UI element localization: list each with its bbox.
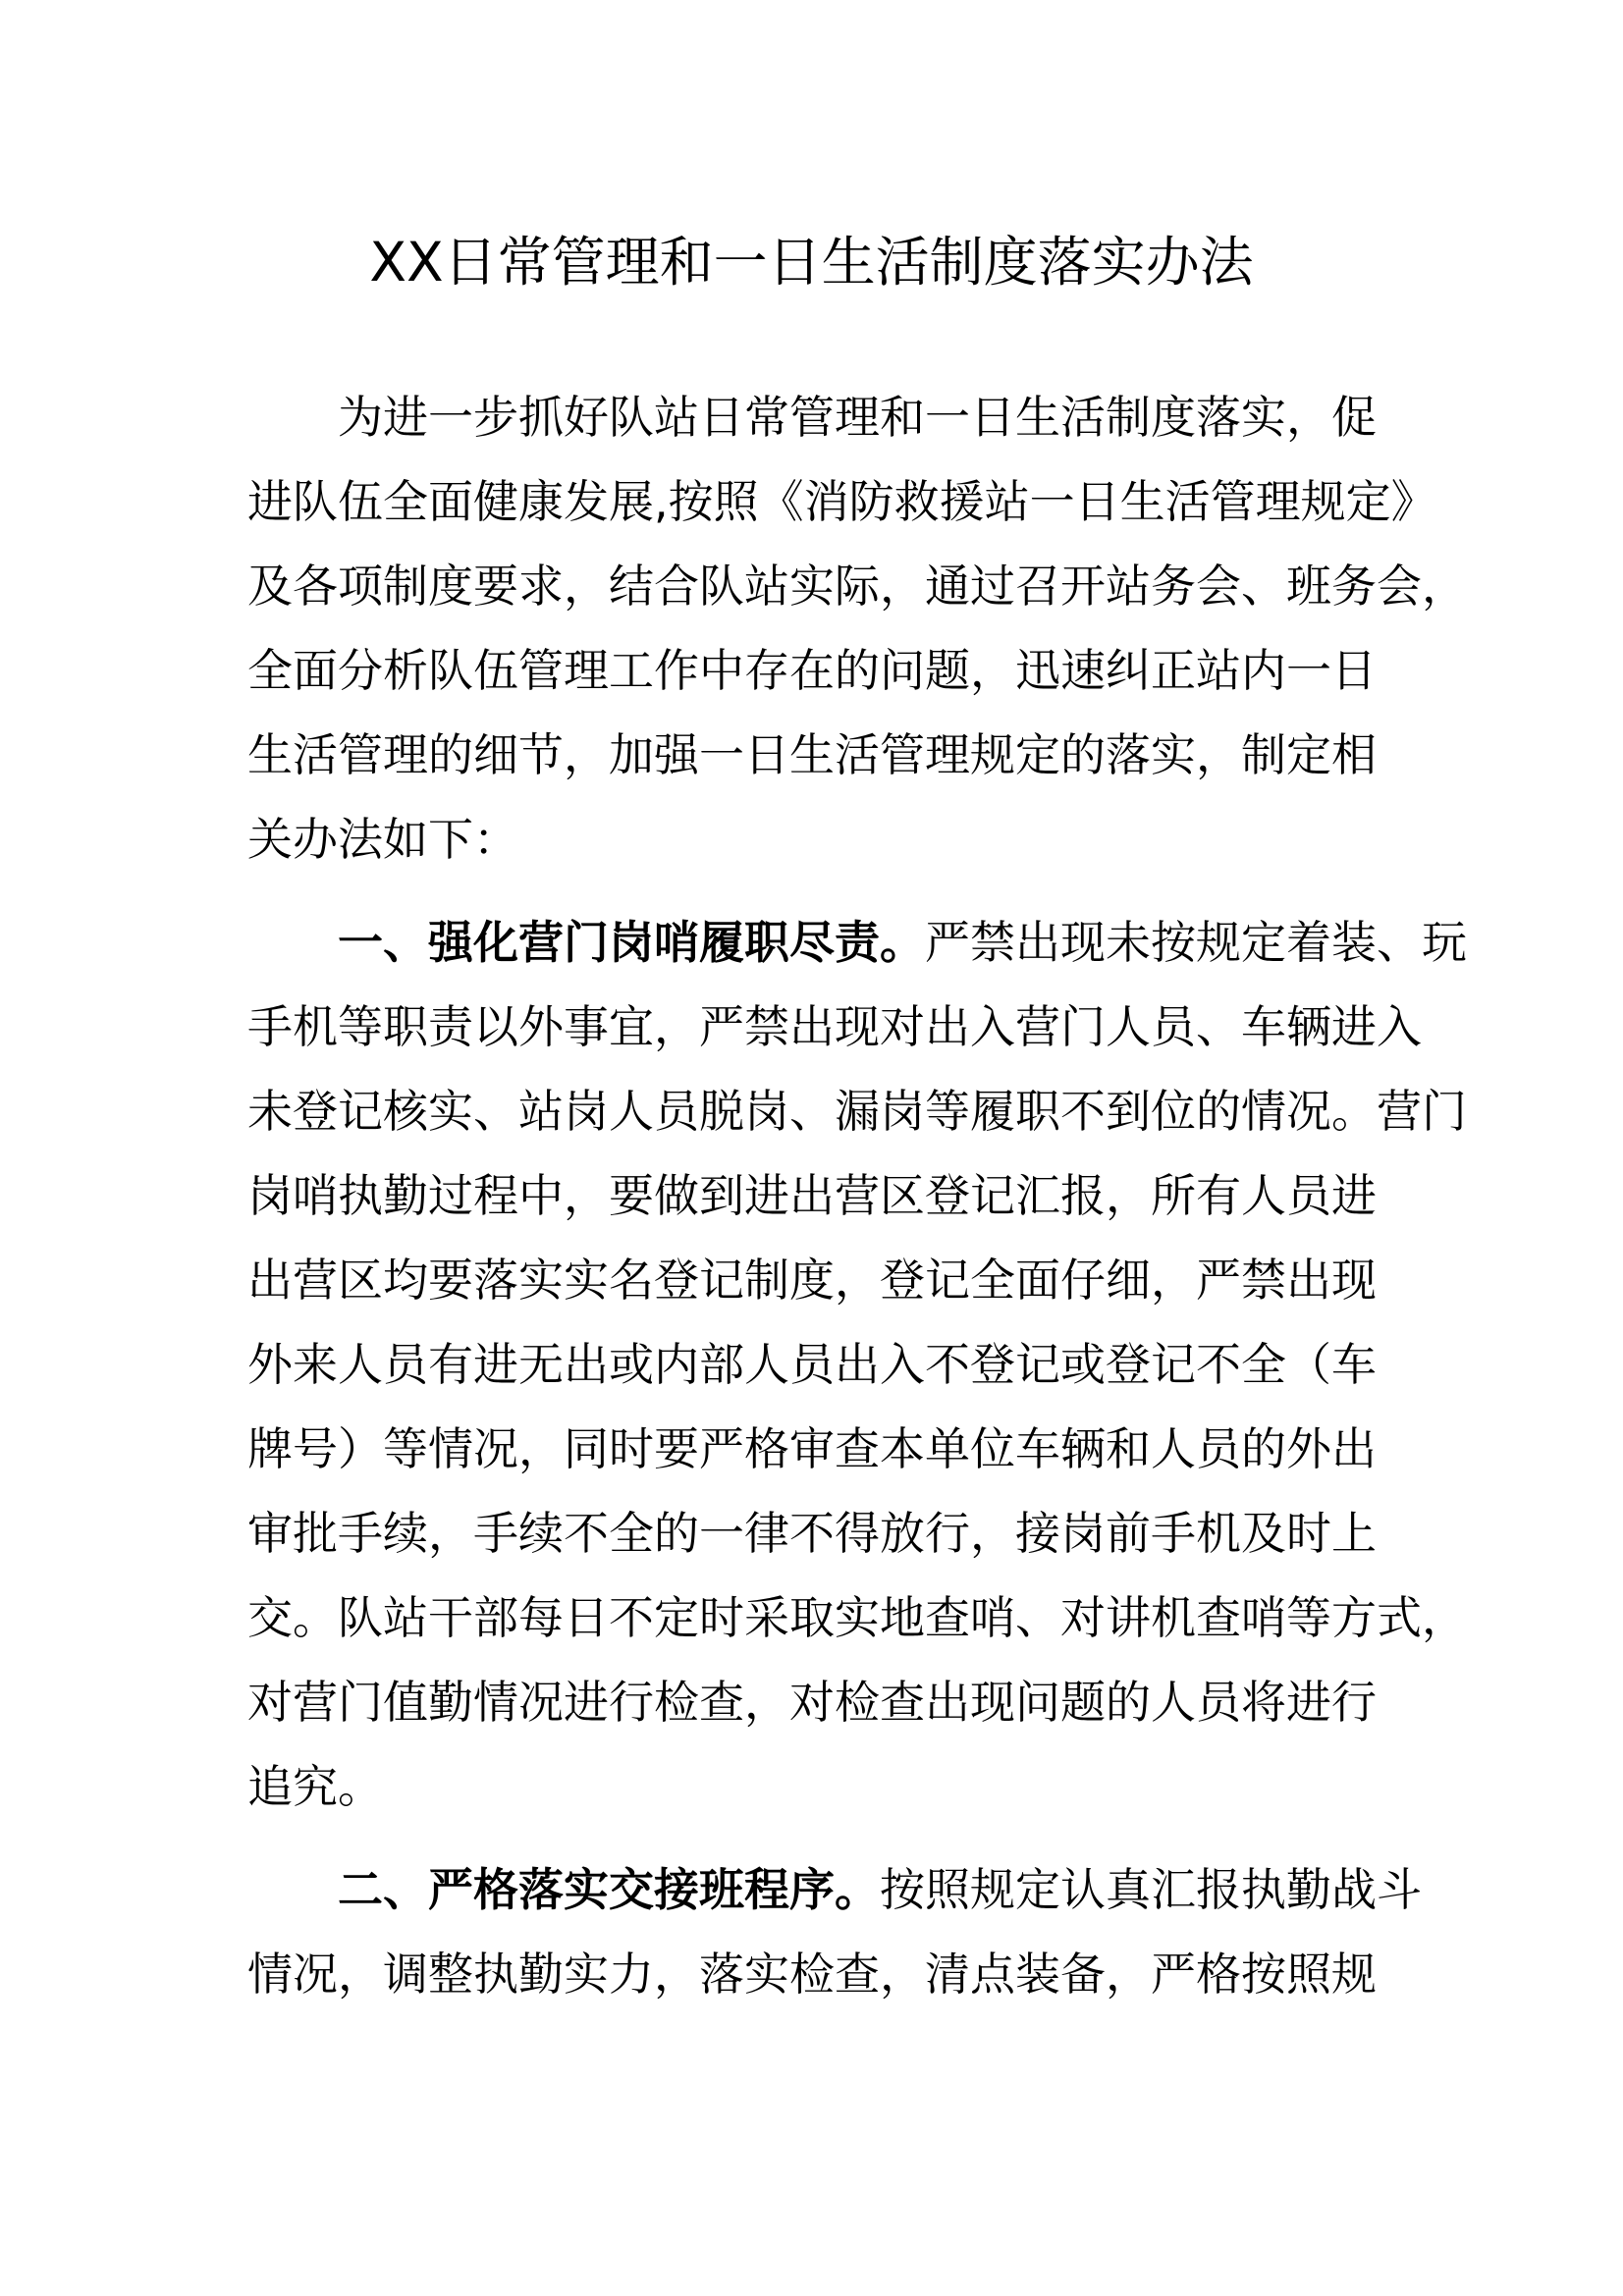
text-line: 追究。: [247, 1760, 383, 1813]
text-line: 未登记核实、站岗人员脱岗、漏岗等履职不到位的情况。营门: [247, 1085, 1467, 1138]
text-line: 岗哨执勤过程中，要做到进出营区登记汇报，所有人员进: [247, 1169, 1377, 1222]
text-line: 全面分析队伍管理工作中存在的问题，迅速纠正站内一日: [247, 644, 1377, 697]
text-line: 牌号）等情况，同时要严格审查本单位车辆和人员的外出: [247, 1422, 1377, 1475]
text-line: 生活管理的细节，加强一日生活管理规定的落实，制定相: [247, 728, 1377, 781]
text-line: 为进一步抓好队站日常管理和一日生活制度落实，促: [338, 391, 1377, 444]
text-line: 出营区均要落实实名登记制度，登记全面仔细，严禁出现: [247, 1254, 1377, 1307]
text-segment: 严禁出现未按规定着装、玩: [925, 916, 1467, 969]
text-line: 审批手续，手续不全的一律不得放行，接岗前手机及时上: [247, 1507, 1377, 1560]
text-line: 进队伍全面健康发展,按照《消防救援站一日生活管理规定》: [247, 475, 1436, 528]
text-line: [247, 1847, 1422, 1932]
section-1-paragraph: [247, 900, 1467, 1829]
text-line: 外来人员有进无出或内部人员出入不登记或登记不全（车: [247, 1338, 1377, 1391]
text-line: [247, 900, 1467, 985]
text-line: 手机等职责以外事宜，严禁出现对出入营门人员、车辆进入: [247, 1000, 1422, 1053]
text-line: 交。队站干部每日不定时采取实地查哨、对讲机查哨等方式，: [247, 1591, 1467, 1644]
section-heading: 二、严格落实交接班程序。: [338, 1863, 880, 1916]
intro-paragraph: [247, 375, 1467, 881]
section-2-paragraph: [247, 1847, 1422, 2016]
text-line: 情况，调整执勤实力，落实检查，清点装备，严格按照规: [247, 1948, 1377, 2001]
document-title: XX日常管理和一日生活制度落实办法: [369, 231, 1254, 294]
text-line: 关办法如下：: [247, 813, 518, 866]
text-segment: 按照规定认真汇报执勤战斗: [880, 1863, 1422, 1916]
text-line: 及各项制度要求，结合队站实际，通过召开站务会、班务会，: [247, 560, 1467, 613]
section-heading: 一、强化营门岗哨履职尽责。: [338, 916, 925, 969]
text-line: 对营门值勤情况进行检查，对检查出现问题的人员将进行: [247, 1676, 1377, 1729]
